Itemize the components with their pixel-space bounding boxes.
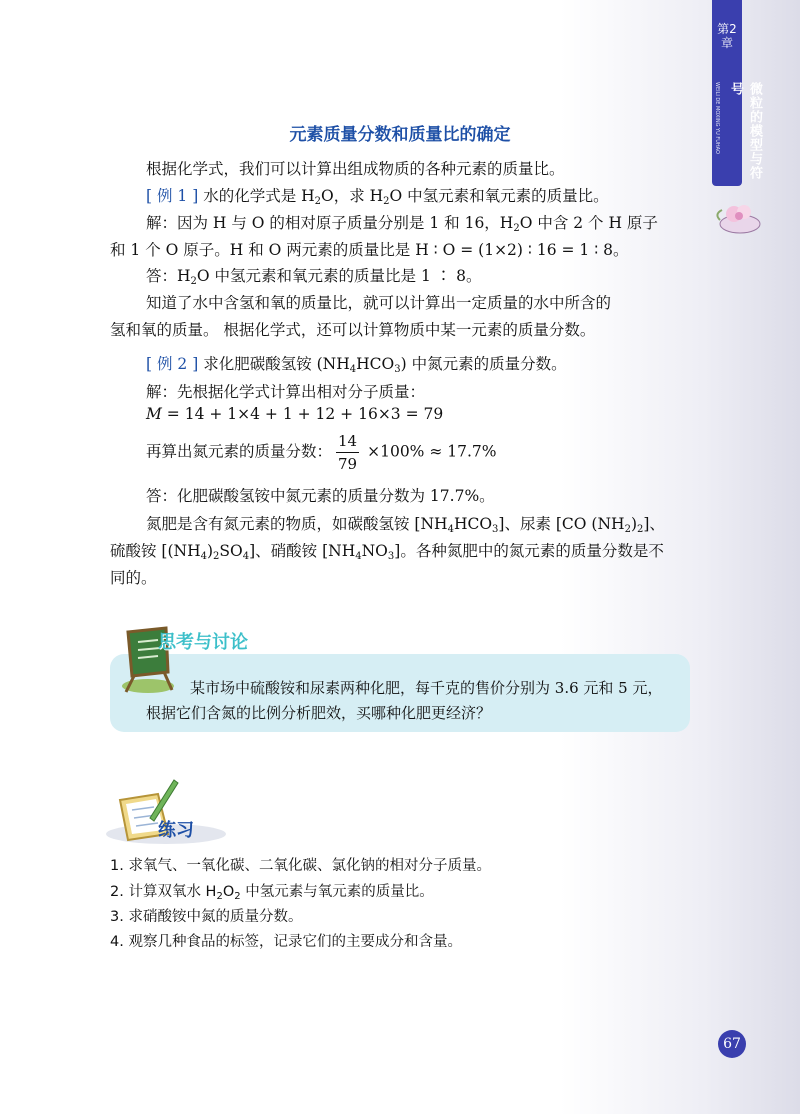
paragraph3-line3: 同的。	[110, 569, 157, 587]
subscript: 2	[216, 891, 223, 902]
paragraph3-line2	[110, 539, 664, 562]
p3-part: 硫酸铵 [(NH	[110, 542, 201, 560]
intro-paragraph: 根据化学式，我们可以计算出组成物质的各种元素的质量比。	[146, 160, 565, 178]
exercise-title: 练习	[158, 820, 194, 841]
exercise-item-2-part: 中氢元素与氧元素的质量比。	[240, 884, 434, 900]
fraction	[336, 432, 359, 473]
exercise-item-4: 4. 观察几种食品的标签，记录它们的主要成分和含量。	[110, 934, 462, 950]
fraction-numerator: 14	[336, 432, 359, 453]
chapter-title: 微粒的模型与符号	[728, 82, 762, 180]
chapter-pinyin: WEILI DE MOXING YU FUHAO	[714, 82, 720, 154]
subscript: 2	[314, 196, 322, 207]
section-title: 元素质量分数和质量比的确定	[289, 125, 511, 145]
think-discuss-title: 思考与讨论	[158, 632, 248, 653]
example1-sol-part: O 中含 2 个 H 原子	[519, 214, 658, 232]
example1-question	[146, 184, 609, 207]
paragraph3-line1	[146, 512, 665, 535]
think-text-line1: 某市场中硫酸铵和尿素两种化肥，每千克的售价分别为 3.6 元和 5 元，	[190, 679, 663, 697]
example1-sol-part: 解：因为 H 与 O 的相对原子质量分别是 1 和 16，H	[146, 214, 514, 232]
chapter-tab	[712, 0, 762, 186]
subscript: 4	[242, 551, 250, 562]
p3-part: ]、	[643, 515, 665, 533]
example2-question	[146, 352, 567, 375]
example2-solution-line1: 解：先根据化学式计算出相对分子质量：	[146, 383, 426, 401]
example2-label: [ 例 2 ]	[146, 355, 199, 373]
example1-answer	[146, 264, 482, 287]
example2-fraction-line	[146, 432, 497, 473]
example2-q-part: 求化肥碳酸氢铵 (NH	[203, 355, 350, 373]
example1-ans-part: 答：H	[146, 267, 191, 285]
subscript: 3	[394, 364, 401, 375]
subscript: 2	[624, 524, 631, 535]
fraction-prefix: 再算出氮元素的质量分数：	[146, 442, 333, 461]
p3-part: ]、尿素 [CO (NH	[498, 515, 625, 533]
p3-part: ]。各种氮肥中的氮元素的质量分数是不	[394, 542, 664, 560]
p3-part: NO	[361, 542, 388, 560]
subscript: 2	[513, 223, 520, 234]
p3-part: SO	[219, 542, 243, 560]
example1-q-part: O 中氢元素和氧元素的质量比。	[389, 187, 609, 205]
subscript: 2	[213, 551, 220, 562]
flower-teacup-icon	[714, 198, 762, 238]
subscript: 4	[447, 524, 454, 535]
subscript: 2	[383, 196, 390, 207]
paragraph2-line2: 氢和氧的质量。 根据化学式，还可以计算物质中某一元素的质量分数。	[110, 321, 596, 339]
p3-part: 氮肥是含有氮元素的物质，如碳酸氢铵 [NH	[146, 515, 448, 533]
example1-label: [ 例 1 ]	[146, 187, 199, 205]
subscript: 2	[637, 524, 644, 535]
subscript: 4	[355, 551, 362, 562]
example2-answer: 答：化肥碳酸氢铵中氮元素的质量分数为 17.7%。	[146, 487, 495, 505]
example1-solution-line2: 和 1 个 O 原子。H 和 O 两元素的质量比是 H ∶ O = (1×2) ∶ 16 = 1 ∶ 8。	[110, 241, 629, 259]
exercise-item-2	[110, 880, 434, 902]
paragraph2-line1: 知道了水中含氢和氧的质量比，就可以计算出一定质量的水中所含的	[146, 294, 612, 312]
exercise-item-2-part: 2. 计算双氧水 H	[110, 884, 217, 900]
p3-part: ]、硝酸铵 [NH	[249, 542, 356, 560]
subscript: 3	[492, 524, 499, 535]
example1-solution-line1	[146, 211, 658, 234]
page-number: 67	[718, 1030, 746, 1058]
fraction-suffix: ×100% ≈ 17.7%	[367, 442, 497, 461]
example1-ans-part: O 中氢元素和氧元素的质量比是 1 ∶ 8。	[196, 267, 482, 285]
p3-part: )	[206, 542, 214, 560]
p3-part: HCO	[453, 515, 493, 533]
think-text-line2: 根据它们含氮的比例分析肥效，买哪种化肥更经济？	[146, 704, 492, 722]
example1-q-part: O，求 H	[321, 187, 384, 205]
exercise-item-2-o-letter: O	[222, 884, 235, 900]
chapter-number: 第2章	[717, 22, 737, 50]
exercise-item-3: 3. 求硝酸铵中氮的质量分数。	[110, 909, 303, 925]
fraction-denominator: 79	[338, 455, 358, 473]
p3-part: )	[630, 515, 637, 533]
example2-q-part: ) 中氮元素的质量分数。	[400, 355, 567, 373]
subscript: 4	[349, 364, 357, 375]
example2-molar-mass	[146, 405, 443, 423]
variable-m: M	[146, 405, 162, 423]
example2-q-part: HCO	[356, 355, 395, 373]
subscript: 2	[190, 276, 197, 287]
exercise-item-1: 1. 求氧气、一氧化碳、二氧化碳、氯化钠的相对分子质量。	[110, 858, 491, 874]
subscript: 4	[200, 551, 207, 562]
example1-q-part: 水的化学式是 H	[203, 187, 315, 205]
molar-mass-expression: = 14 + 1×4 + 1 + 12 + 16×3 = 79	[161, 405, 444, 423]
subscript: 3	[387, 551, 395, 562]
subscript: 2	[234, 891, 241, 902]
